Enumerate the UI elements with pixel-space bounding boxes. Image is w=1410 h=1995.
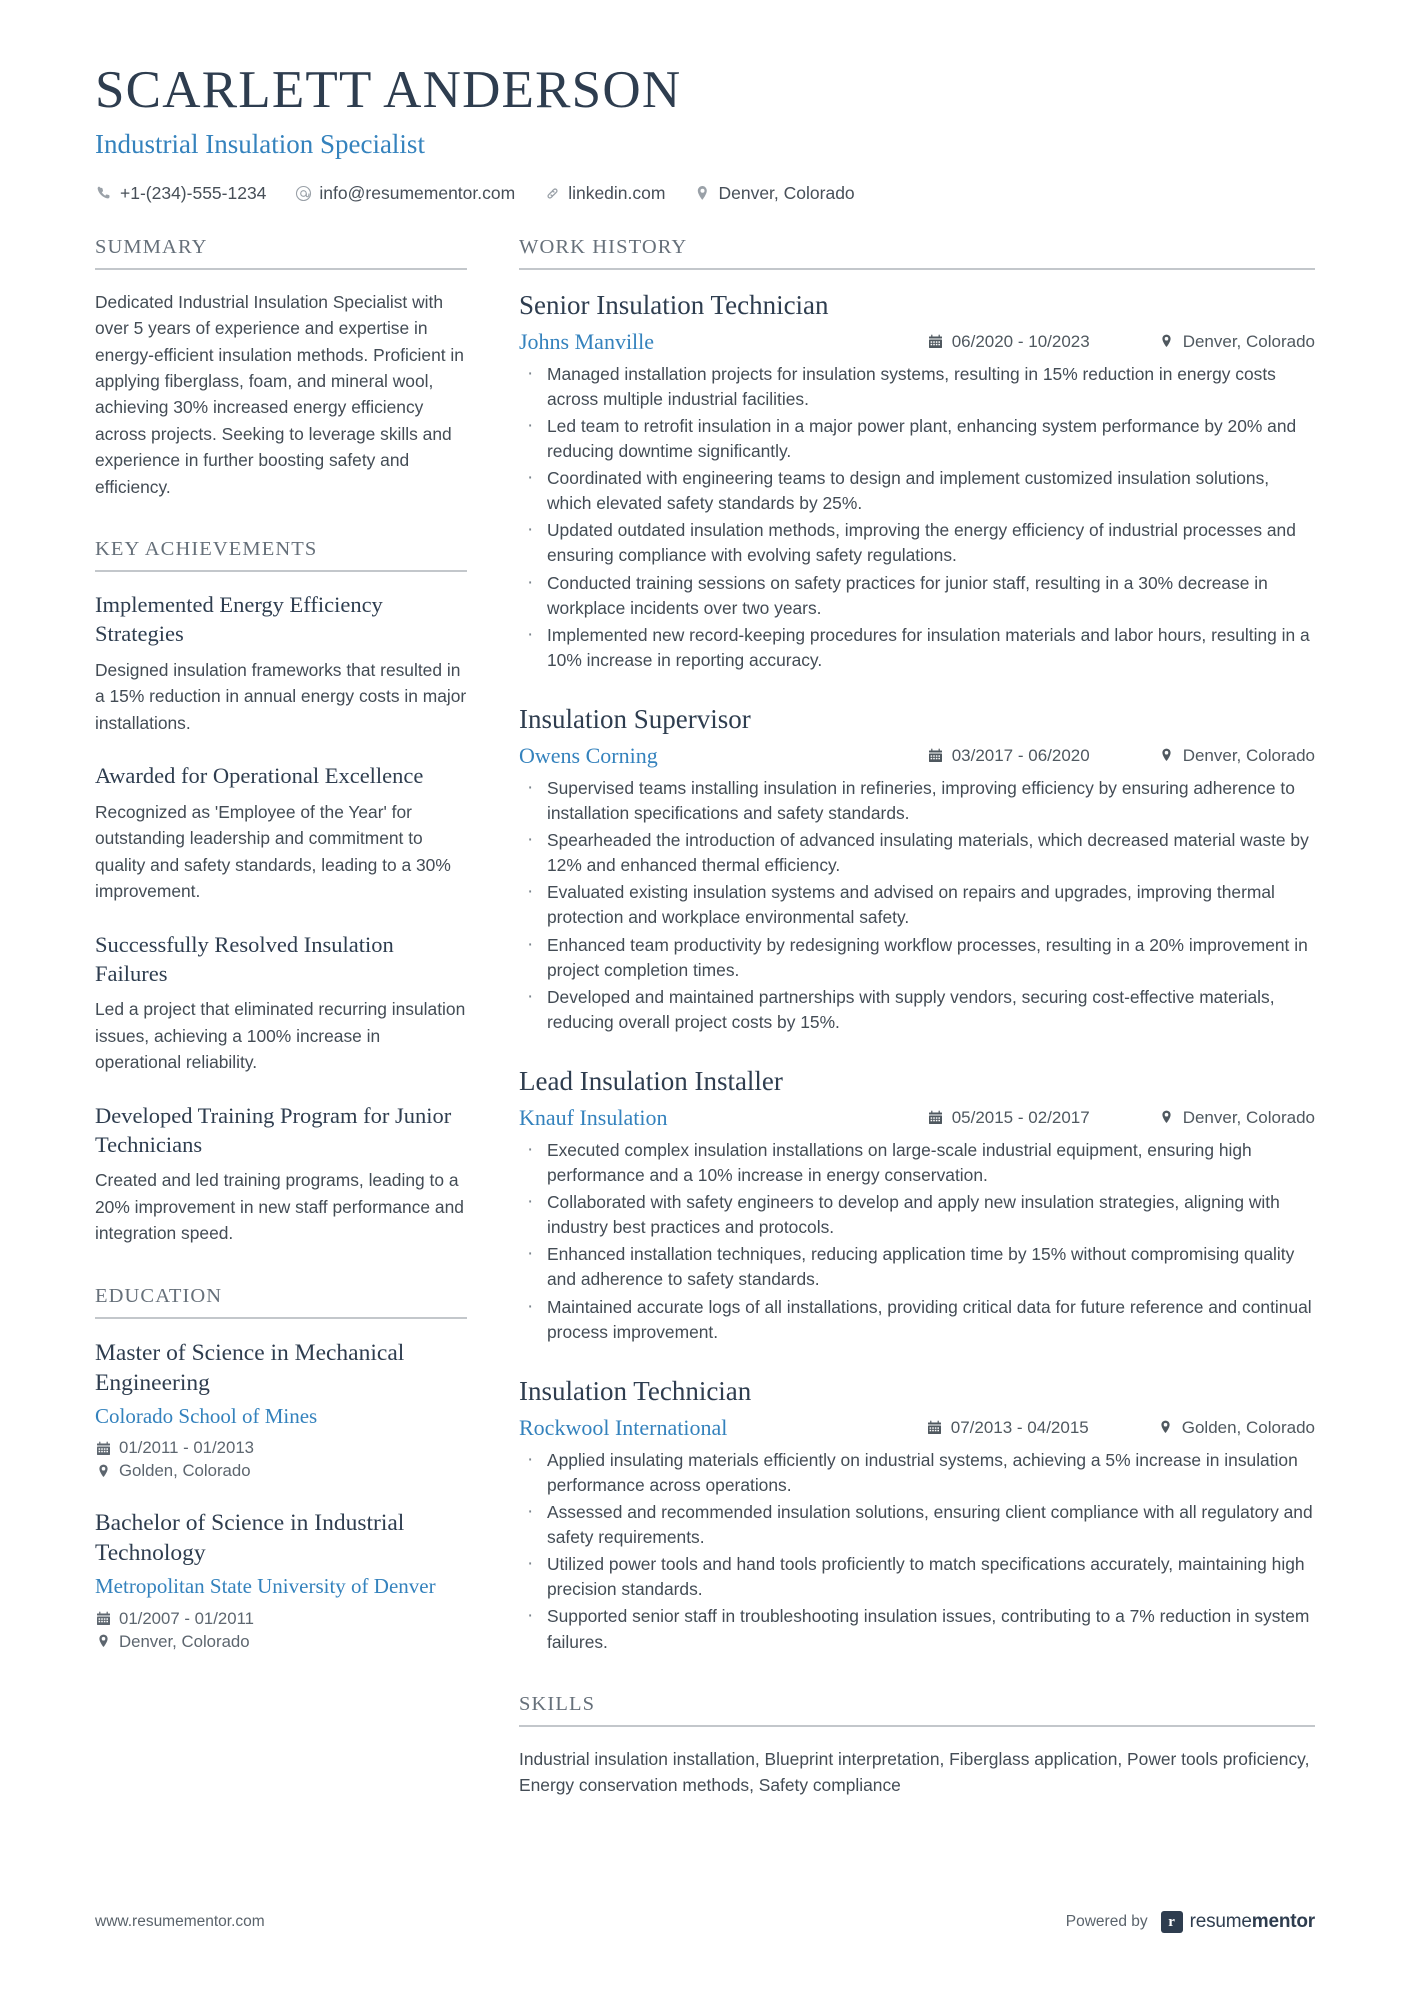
job-meta: [902, 332, 1315, 352]
job-company: Knauf Insulation: [519, 1105, 668, 1131]
job-role: Senior Insulation Technician: [519, 289, 829, 320]
job-bullet: · Enhanced team productivity by redesigning workflow processes, resulting in a 20% improvement in project completion times.: [519, 933, 1315, 983]
section-work-history: [519, 236, 1315, 1655]
job-bullet: · Collaborated with safety engineers to develop and apply new insulation strategies, aligning with industry best practices and protocols.: [519, 1190, 1315, 1240]
location-pin-icon: [1159, 747, 1175, 764]
education-location-text: Golden, Colorado: [119, 1461, 251, 1481]
job-role: Lead Insulation Installer: [519, 1065, 783, 1096]
resume-footer: [95, 1911, 1315, 1933]
achievement-description: Created and led training programs, leading to a 20% improvement in new staff performance and integration speed.: [95, 1170, 464, 1244]
job-bullet: · Supported senior staff in troubleshooting insulation issues, contributing to a 7% reduction in system failures.: [519, 1604, 1315, 1654]
skills-text: Industrial insulation installation, Blueprint interpretation, Fiberglass application, Power tools proficiency, Energy conservation methods, Safety compliance: [519, 1748, 1310, 1795]
section-key-achievements: [95, 538, 467, 1246]
brand-name-bold: mentor: [1251, 1911, 1315, 1932]
achievement-item: [95, 931, 467, 1076]
job-dates-text: 06/2020 - 10/2023: [951, 331, 1090, 351]
contact-email-text: info@resumementor.com: [319, 182, 516, 203]
contact-row: [95, 183, 1315, 204]
education-item: [95, 1508, 467, 1651]
job-role: Insulation Technician: [519, 1375, 752, 1406]
page-title: SCARLETT ANDERSON: [95, 61, 682, 119]
job-dates: [927, 1418, 1132, 1438]
achievement-item: [95, 762, 467, 905]
location-pin-icon: [1159, 333, 1175, 350]
job-company: Rockwool International: [519, 1415, 728, 1441]
contact-location: [693, 183, 854, 204]
job-bullets: [519, 362, 1315, 673]
location-pin-icon: [1158, 1419, 1174, 1436]
summary-heading: SUMMARY: [95, 236, 467, 270]
education-dates: [95, 1609, 467, 1629]
calendar-icon: [928, 747, 944, 764]
job-bullet: · Supervised teams installing insulation in refineries, improving efficiency by ensuring adherence to installation specifications and safety standards.: [519, 776, 1315, 826]
education-dates-text: 01/2011 - 01/2013: [119, 1438, 254, 1458]
job-bullet: · Led team to retrofit insulation in a major power plant, enhancing system performance by 20% and reducing downtime significantly.: [519, 414, 1315, 464]
job-dates-text: 05/2015 - 02/2017: [951, 1107, 1090, 1127]
job-bullets: [519, 776, 1315, 1035]
contact-link-text: linkedin.com: [568, 182, 666, 203]
job-subrow: [519, 1105, 1315, 1131]
calendar-icon: [95, 1440, 111, 1457]
job-bullet: · Conducted training sessions on safety practices for junior staff, resulting in a 30% decrease in workplace incidents over two years.: [519, 571, 1315, 621]
education-school: Metropolitan State University of Denver: [95, 1574, 436, 1599]
job-company: Owens Corning: [519, 743, 658, 769]
contact-phone-text: +1-(234)-555-1234: [120, 182, 267, 203]
calendar-icon: [928, 333, 944, 350]
work-history-item: [519, 1065, 1315, 1345]
job-location-text: Golden, Colorado: [1181, 1417, 1315, 1437]
education-location-text: Denver, Colorado: [119, 1631, 250, 1651]
job-dates: [928, 332, 1133, 352]
job-bullet: · Assessed and recommended insulation solutions, ensuring client compliance with all regulatory and safety requirements.: [519, 1500, 1315, 1550]
job-bullet: · Applied insulating materials efficiently on industrial systems, achieving a 5% increase in insulation performance across operations.: [519, 1448, 1315, 1498]
job-location-text: Denver, Colorado: [1182, 331, 1315, 351]
resume-body: [0, 236, 1410, 1798]
job-bullet: · Enhanced installation techniques, reducing application time by 15% without compromising quality and adherence to safety standards.: [519, 1242, 1315, 1292]
link-icon: [543, 184, 561, 202]
phone-icon: [95, 184, 113, 202]
calendar-icon: [928, 1109, 944, 1126]
job-role: Insulation Supervisor: [519, 703, 751, 734]
job-dates: [928, 1108, 1133, 1128]
contact-link[interactable]: [543, 183, 665, 204]
summary-text: Dedicated Industrial Insulation Specialist with over 5 years of experience and expertise in energy-efficient insulation methods. Proficient in applying fiberglass, foam, and mineral wool, achieving 30% increased energy efficiency across projects. Seeking to leverage skills and experience in further boosting safety and efficiency.: [95, 291, 464, 497]
email-icon: [294, 184, 312, 202]
achievement-item: [95, 1102, 467, 1247]
job-bullet: · Updated outdated insulation methods, improving the energy efficiency of industrial processes and ensuring compliance with evolving safety regulations.: [519, 518, 1315, 568]
contact-phone[interactable]: [95, 183, 266, 204]
education-dates: [95, 1438, 467, 1458]
job-bullet: · Coordinated with engineering teams to design and implement customized insulation solutions, which elevated safety standards by 25%.: [519, 466, 1315, 516]
left-column: [95, 236, 467, 1652]
job-meta: [902, 746, 1315, 766]
job-bullet: · Maintained accurate logs of all installations, providing critical data for future reference and continual process improvement.: [519, 1295, 1315, 1345]
education-location: [95, 1632, 467, 1652]
job-bullet: · Managed installation projects for insulation systems, resulting in 15% reduction in energy costs across multiple industrial facilities.: [519, 362, 1315, 412]
contact-location-text: Denver, Colorado: [718, 182, 855, 203]
job-location-text: Denver, Colorado: [1182, 1107, 1315, 1127]
skills-heading: SKILLS: [519, 1693, 1315, 1727]
section-skills: [519, 1693, 1315, 1798]
job-company: Johns Manville: [519, 329, 655, 355]
brand-name-light: resume: [1189, 1911, 1252, 1932]
job-bullet: · Developed and maintained partnerships with supply vendors, securing cost-effective materials, reducing overall project costs by 15%.: [519, 985, 1315, 1035]
job-subrow: [519, 1415, 1315, 1441]
achievement-title: Implemented Energy Efficiency Strategies: [95, 592, 383, 647]
education-location: [95, 1461, 467, 1481]
work-history-item: [519, 1375, 1315, 1655]
job-bullet: · Spearheaded the introduction of advanced insulating materials, which decreased material waste by 12% and enhanced thermal efficiency.: [519, 828, 1315, 878]
work-history-heading: WORK HISTORY: [519, 236, 1315, 270]
education-degree: Bachelor of Science in Industrial Technology: [95, 1510, 405, 1567]
job-location: [1158, 1418, 1315, 1438]
achievement-description: Recognized as 'Employee of the Year' for outstanding leadership and commitment to quality and safety standards, leading to a 30% improvement.: [95, 802, 451, 902]
achievement-title: Awarded for Operational Excellence: [95, 763, 424, 789]
job-dates-text: 07/2013 - 04/2015: [950, 1417, 1089, 1437]
footer-url[interactable]: www.resumementor.com: [95, 1913, 265, 1930]
calendar-icon: [927, 1419, 943, 1436]
section-education: [95, 1285, 467, 1652]
contact-email[interactable]: [294, 183, 515, 204]
education-degree: Master of Science in Mechanical Engineering: [95, 1339, 405, 1396]
resume-header: [0, 0, 1410, 204]
education-item: [95, 1338, 467, 1481]
achievement-item: [95, 591, 467, 736]
achievement-description: Designed insulation frameworks that resulted in a 15% reduction in annual energy costs in major installations.: [95, 659, 467, 733]
job-bullet: · Executed complex insulation installations on large-scale industrial equipment, ensuring high performance and a 10% increase in energy conservation.: [519, 1138, 1315, 1188]
job-bullets: [519, 1448, 1315, 1655]
resumementor-logo: [1161, 1911, 1315, 1933]
job-bullets: [519, 1138, 1315, 1345]
location-pin-icon: [1159, 1109, 1175, 1126]
job-bullet: · Implemented new record-keeping procedures for insulation materials and labor hours, resulting in a 10% increase in reporting accuracy.: [519, 623, 1315, 673]
job-dates: [928, 746, 1133, 766]
brand-name: [1190, 1911, 1315, 1933]
job-location: [1159, 746, 1315, 766]
powered-by-label: Powered by: [1065, 1913, 1148, 1930]
key-achievements-heading: KEY ACHIEVEMENTS: [95, 538, 467, 572]
location-pin-icon: [95, 1463, 111, 1480]
job-subrow: [519, 329, 1315, 355]
work-history-item: [519, 289, 1315, 673]
location-pin-icon: [95, 1633, 111, 1650]
job-bullet: · Evaluated existing insulation systems and advised on repairs and upgrades, improving thermal protection and workplace environmental safety.: [519, 880, 1315, 930]
job-dates-text: 03/2017 - 06/2020: [951, 745, 1090, 765]
calendar-icon: [95, 1610, 111, 1627]
job-location-text: Denver, Colorado: [1182, 745, 1315, 765]
job-location: [1159, 1108, 1315, 1128]
job-title-subtitle: Industrial Insulation Specialist: [95, 129, 425, 160]
achievement-title: Successfully Resolved Insulation Failures: [95, 931, 394, 986]
achievement-title: Developed Training Program for Junior Technicians: [95, 1102, 452, 1157]
location-pin-icon: [693, 184, 711, 202]
job-meta: [902, 1108, 1315, 1128]
work-history-item: [519, 703, 1315, 1035]
brand-mark-icon: r: [1161, 1911, 1183, 1933]
right-column: [519, 236, 1315, 1798]
achievement-description: Led a project that eliminated recurring insulation issues, achieving a 100% increase in operational reliability.: [95, 999, 466, 1073]
job-meta: [901, 1418, 1315, 1438]
footer-branding: [1066, 1911, 1315, 1933]
education-heading: EDUCATION: [95, 1285, 467, 1319]
education-school: Colorado School of Mines: [95, 1403, 318, 1428]
job-subrow: [519, 743, 1315, 769]
job-bullet: · Utilized power tools and hand tools proficiently to match specifications accurately, maintaining high precision standards.: [519, 1552, 1315, 1602]
job-location: [1159, 332, 1315, 352]
education-dates-text: 01/2007 - 01/2011: [119, 1608, 254, 1628]
section-summary: [95, 236, 467, 501]
